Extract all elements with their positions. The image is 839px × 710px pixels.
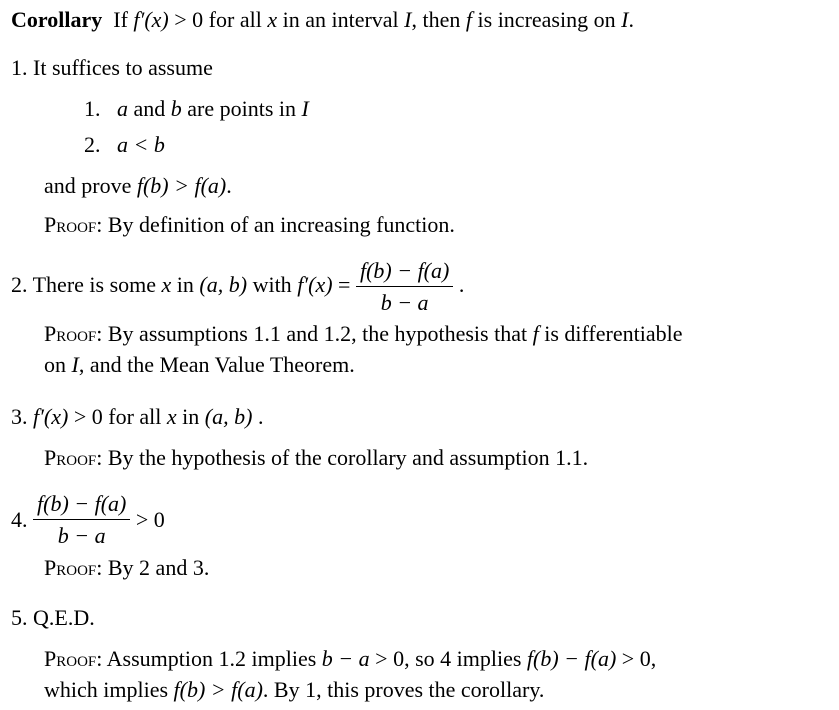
proof-label: Proof: (44, 321, 103, 346)
step-2-proof-line-1: Proof: By assumptions 1.1 and 1.2, the hypothesis that f is differentiable (44, 321, 683, 346)
assumption-1-1: 1. a and b are points in I (84, 96, 309, 121)
proof-label: Proof: (44, 646, 103, 671)
fraction: $\frac{f(b) - f(a)}{b - a}$ (33, 491, 130, 549)
step-number: 1. (11, 55, 28, 80)
sub-step-number: 2. (84, 132, 101, 157)
step-1-proof: Proof: By definition of an increasing function. (44, 212, 455, 237)
step-2: 2. There is some x in (a, b) with f′(x) = $\frac{f(b) - f(a)}{b - a}$ . (11, 258, 465, 316)
step-4: 4. $\frac{f(b) - f(a)}{b - a}$ > 0 (11, 491, 165, 549)
step-5-proof-line-1: Proof: Assumption 1.2 implies b − a > 0, so 4 implies f(b) − f(a) > 0, (44, 646, 657, 671)
step-number: 4. (11, 507, 28, 533)
step-3-proof: Proof: By the hypothesis of the corollary and assumption 1.1. (44, 445, 589, 470)
step-number: 2. (11, 271, 28, 297)
fraction: $\frac{f(b) - f(a)}{b - a}$ (356, 258, 453, 316)
step-3: 3. f′(x) > 0 for all x in (a, b) . (11, 404, 264, 429)
step-1-goal: and prove f(b) > f(a). (44, 173, 232, 198)
step-number: 5. (11, 605, 28, 630)
step-5: 5. Q.E.D. (11, 605, 95, 630)
step-1: 1. It suffices to assume (11, 55, 213, 80)
proof-label: Proof: (44, 212, 103, 237)
corollary-statement: Corollary If f′(x) > 0 for all x in an interval I, then f is increasing on I. (11, 7, 634, 32)
proof-label: Proof: (44, 555, 103, 580)
step-4-proof: Proof: By 2 and 3. (44, 555, 210, 580)
step-5-proof-line-2: which implies f(b) > f(a). By 1, this proves the corollary. (44, 677, 545, 702)
step-2-proof-line-2: on I, and the Mean Value Theorem. (44, 352, 355, 377)
corollary-label: Corollary (11, 7, 103, 32)
proof-label: Proof: (44, 445, 103, 470)
step-number: 3. (11, 404, 28, 429)
assumption-1-2: 2. a < b (84, 132, 165, 157)
sub-step-number: 1. (84, 96, 101, 121)
